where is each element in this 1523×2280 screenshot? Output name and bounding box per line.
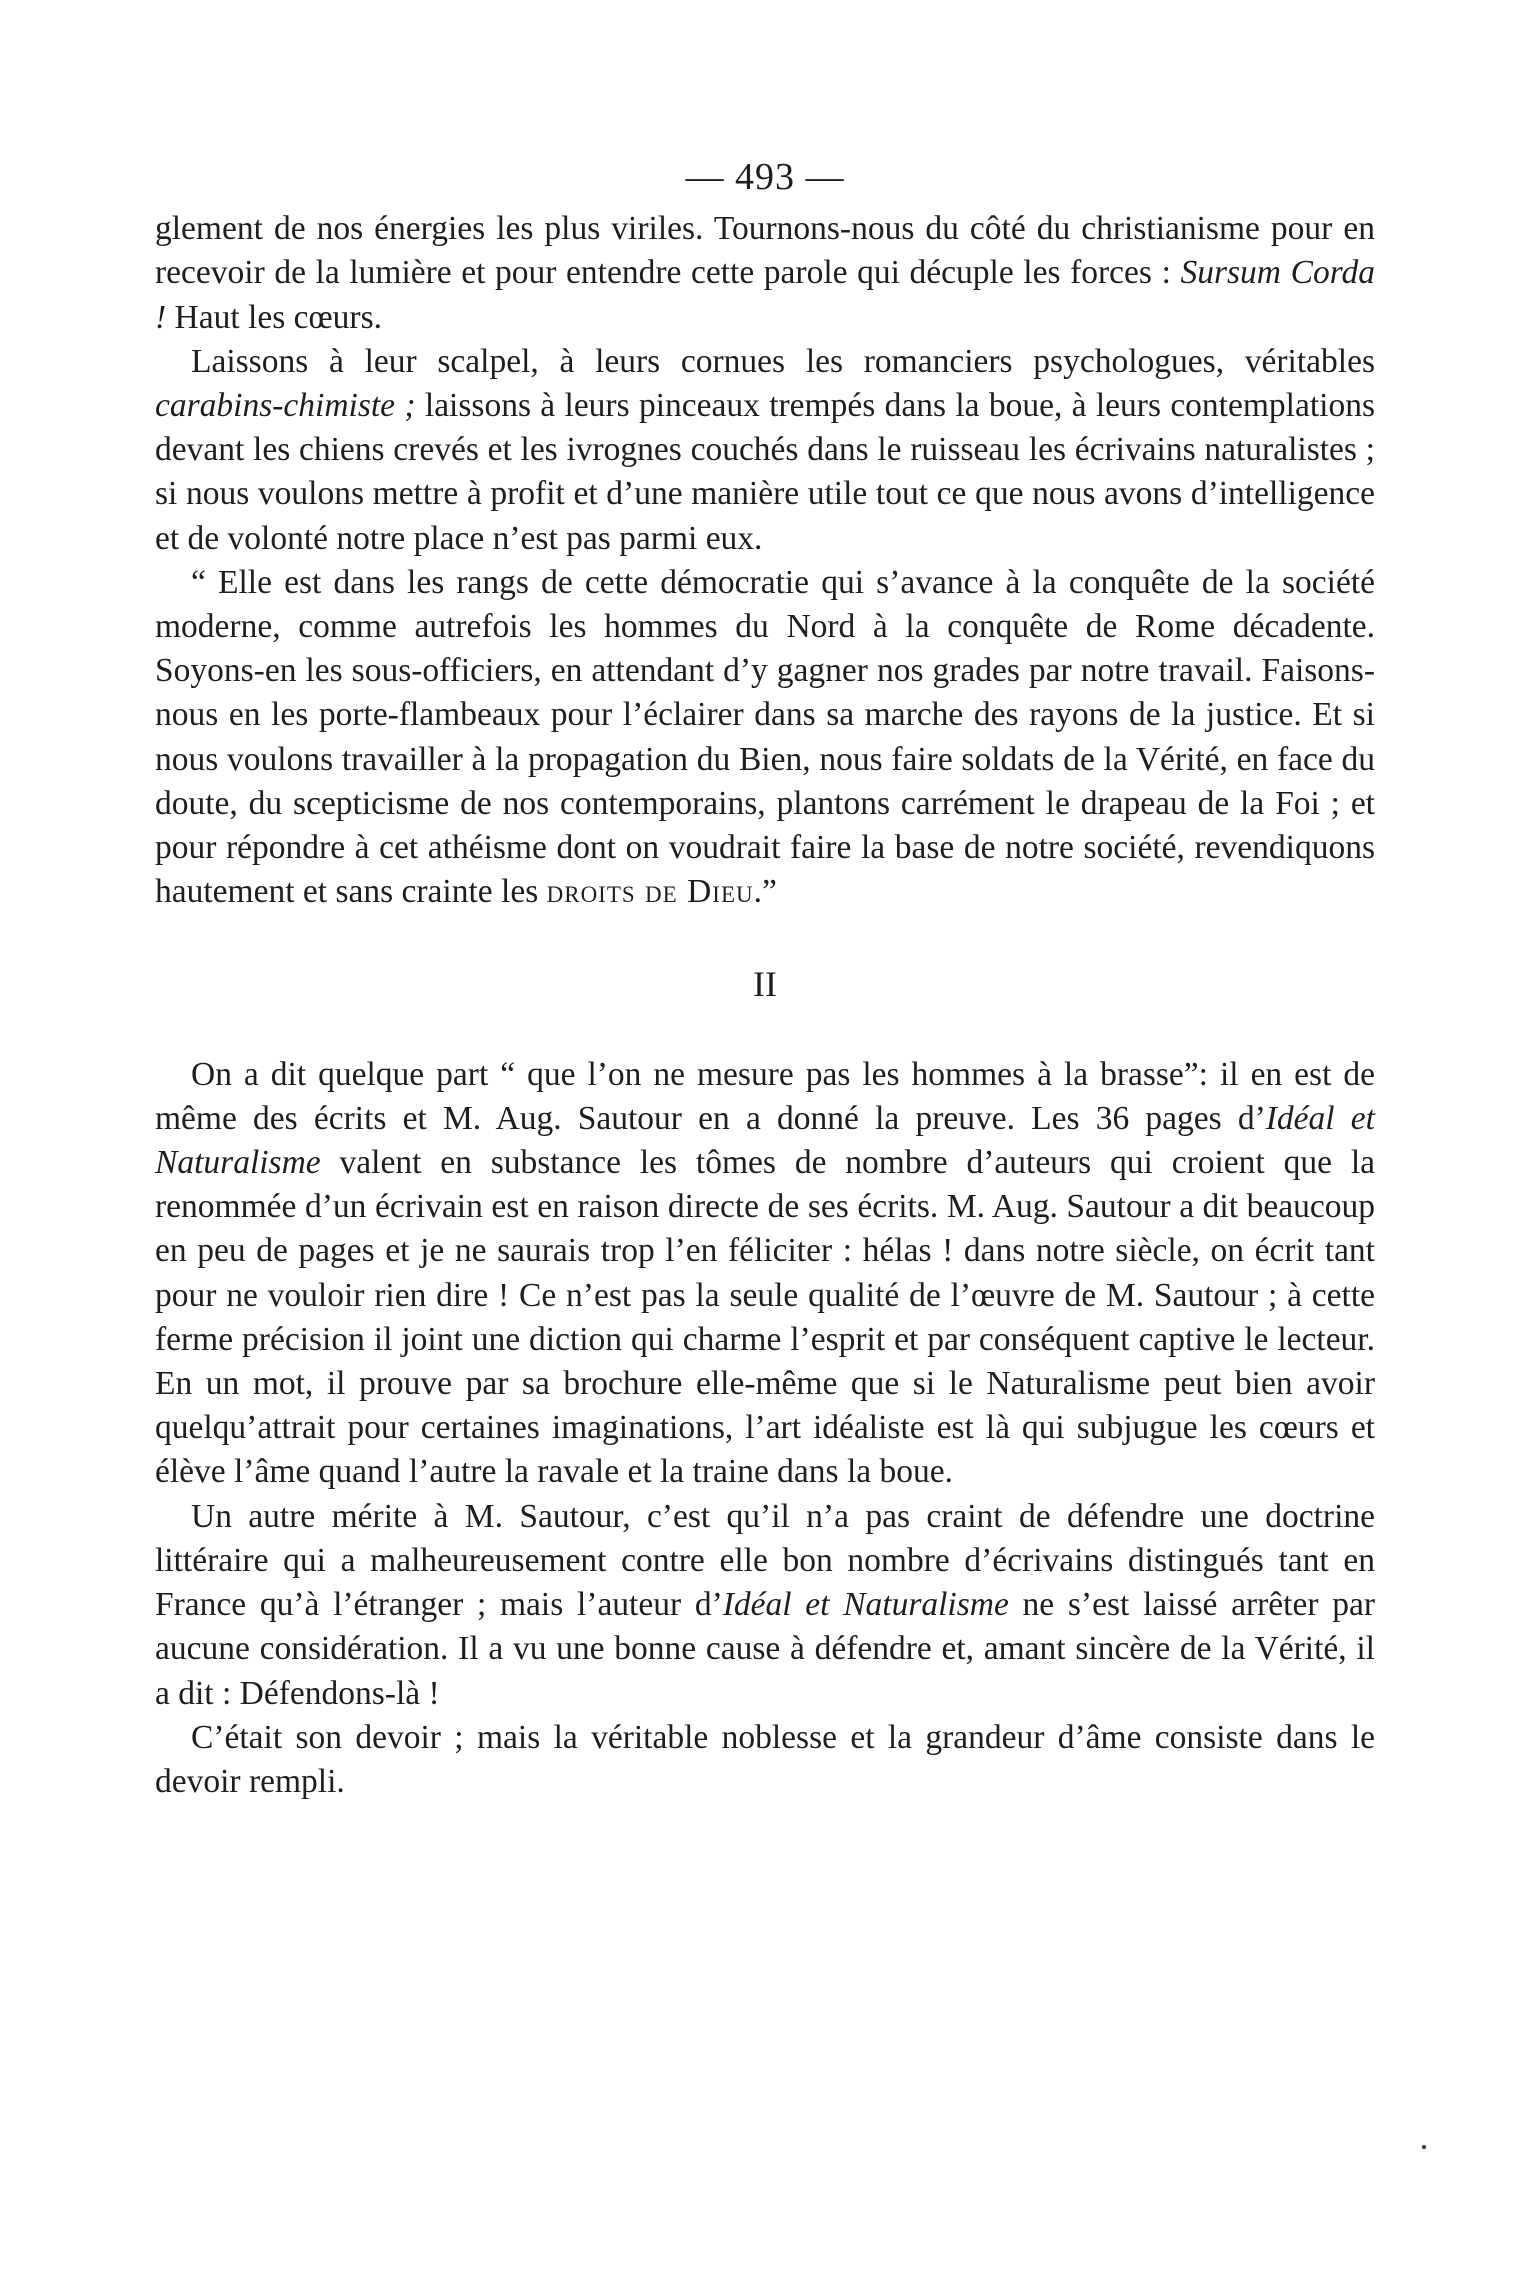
- paragraph: [155, 1053, 1375, 1495]
- page-number: — 493 —: [685, 156, 845, 198]
- italic-text: Idéal et Naturalisme: [722, 1586, 1009, 1624]
- italic-text: Sursum Corda !: [155, 254, 1375, 336]
- text-run: Haut les cœurs.: [166, 298, 382, 336]
- section-numeral: II: [753, 964, 777, 1005]
- text-run: C’était son devoir ; mais la véritable noblesse et la grandeur d’âme consiste dans le devoir rempli.: [155, 1718, 1375, 1800]
- text-run: glement de nos énergies les plus viriles. Tournons-nous du côté du christianisme pour en recevoir de la lumière et pour entendre cette parole qui décuple les forces :: [155, 210, 1375, 292]
- italic-text: carabins-chimiste ;: [155, 387, 416, 425]
- text-run: Laissons à leur scalpel, à leurs cornues les romanciers psychologues, véritables: [191, 342, 1375, 380]
- paragraph: [155, 1495, 1375, 1716]
- paragraph: [155, 561, 1375, 915]
- text-run: “ Elle est dans les rangs de cette démocratie qui s’avance à la conquête de la société moderne, comme autrefois les hommes du Nord à la conquête de Rome décadente. Soyons-en les sous-officiers, en attendant d’y gagner nos grades par notre travail. Faisons-nous en les porte-flambeaux pour l’éclairer dans sa marche des rayons de la justice. Et si nous voulons travailler à la propagation du Bien, nous faire soldats de la Vérité, en face du doute, du scepticisme de nos contemporains, plantons carrément le drapeau de la Foi ; et pour répondre à cet athéisme dont on voudrait faire la base de notre société, revendiquons hautement et sans crainte les: [155, 563, 1375, 911]
- paragraph: [155, 340, 1375, 561]
- text-run: ne s’est laissé arrêter par aucune considération. Il a vu une bonne cause à défendre et, amant sincère de la Vérité, il a dit : Défendons-là !: [155, 1586, 1375, 1712]
- text-run: On a dit quelque part “ que l’on ne mesure pas les hommes à la brasse”: il en est de même des écrits et M. Aug. Sautour en a donné la preuve. Les 36 pages d’: [155, 1055, 1375, 1137]
- document-page: [155, 155, 1375, 1804]
- paragraph: [155, 1716, 1375, 1804]
- body-before-section: [155, 207, 1375, 914]
- text-run: .”: [753, 873, 777, 911]
- italic-text: Idéal et Naturalisme: [155, 1099, 1375, 1182]
- small-caps-text: droits de Dieu: [546, 873, 754, 911]
- text-run: valent en substance les tômes de nombre d’auteurs qui croient que la renommée d’un écrivain est en raison directe de ses écrits. M. Aug. Sautour a dit beaucoup en peu de pages et je ne saurais trop l’en féliciter : hélas ! dans notre siècle, on écrit tant pour ne vouloir rien dire ! Ce n’est pas la seule qualité de l’œuvre de M. Sautour ; à cette ferme précision il joint une diction qui charme l’esprit et par conséquent captive le lecteur. En un mot, il prouve par sa brochure elle-même que si le Naturalisme peut bien avoir quelqu’attrait pour certaines imaginations, l’art idéaliste est là qui subjugue les cœurs et élève l’âme quand l’autre la ravale et la traine dans la boue.: [155, 1144, 1375, 1491]
- stray-ink-mark: [1422, 2145, 1426, 2149]
- text-run: laissons à leurs pinceaux trempés dans la boue, à leurs contemplations devant les chiens crevés et les ivrognes couchés dans le ruisseau les écrivains naturalistes ; si nous voulons mettre à profit et d’une manière utile tout ce que nous avons d’intelligence et de volonté notre place n’est pas parmi eux.: [155, 387, 1375, 557]
- paragraph: [155, 207, 1375, 340]
- text-run: Un autre mérite à M. Sautour, c’est qu’il n’a pas craint de défendre une doctrine littéraire qui a malheureusement contre elle bon nombre d’écrivains distingués tant en France qu’à l’étranger ; mais l’auteur d’: [155, 1497, 1375, 1624]
- body-after-section: [155, 1053, 1375, 1804]
